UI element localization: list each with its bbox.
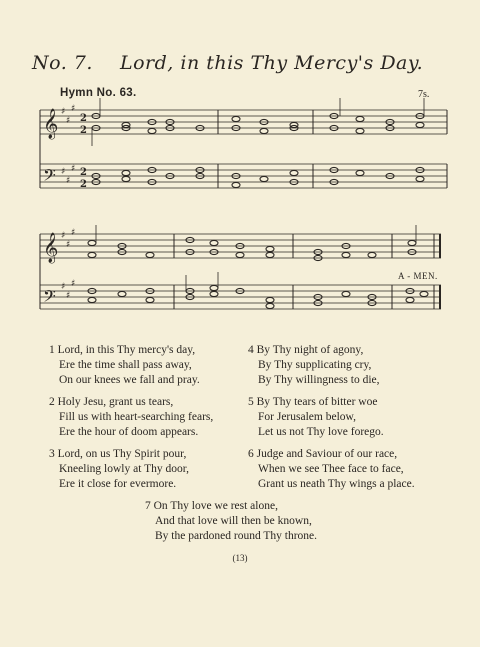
note-stems xyxy=(92,98,424,291)
hymn-title-text: Lord, in this Thy Mercy's Day. xyxy=(120,52,424,74)
verse-line: Ere the time shall pass away, xyxy=(59,359,192,372)
hymn-reference: Hymn No. 63. xyxy=(60,87,137,99)
verse-line: 6 Judge and Saviour of our race, xyxy=(248,448,398,460)
verse-line: 5 By Thy tears of bitter woe xyxy=(248,396,378,408)
svg-text:♯: ♯ xyxy=(61,107,66,117)
verse-line: When we see Thee face to face, xyxy=(258,463,404,476)
svg-text:2: 2 xyxy=(80,179,87,190)
staff-lines xyxy=(40,110,447,309)
verse-line: 7 On Thy love we rest alone, xyxy=(145,500,278,512)
verse-2 xyxy=(49,395,213,441)
verse-line: And that love will then be known, xyxy=(155,515,312,528)
verse-line: 3 Lord, on us Thy Spirit pour, xyxy=(49,448,187,460)
verse-7 xyxy=(145,499,317,545)
key-signature-sharps xyxy=(61,104,75,301)
page-number: (13) xyxy=(232,553,248,563)
treble-clef-icon: 𝄞 xyxy=(43,109,59,139)
system-1-treble-notes xyxy=(92,113,424,133)
amen-label: A - MEN. xyxy=(398,271,438,281)
verse-line: Grant us neath Thy wings a place. xyxy=(258,478,415,491)
clefs-and-signatures xyxy=(43,104,87,310)
verse-3 xyxy=(49,447,189,493)
svg-text:♯: ♯ xyxy=(71,104,76,114)
svg-text:♯: ♯ xyxy=(61,167,66,177)
verse-line: 1 Lord, in this Thy mercy's day, xyxy=(49,344,196,356)
verse-line: Let us not Thy love forego. xyxy=(258,426,384,439)
treble-clef-icon: 𝄞 xyxy=(43,233,59,263)
svg-text:♯: ♯ xyxy=(66,240,71,250)
svg-text:♯: ♯ xyxy=(66,176,71,186)
verse-line: By the pardoned round Thy throne. xyxy=(155,530,318,543)
verse-5 xyxy=(248,395,384,441)
svg-text:♯: ♯ xyxy=(61,282,66,292)
svg-text:♯: ♯ xyxy=(71,279,76,289)
verse-line: For Jerusalem below, xyxy=(258,411,356,424)
verse-1 xyxy=(49,343,200,389)
system-1-bass-notes xyxy=(92,167,424,187)
barlines xyxy=(40,110,447,309)
bass-clef-icon: 𝄢 xyxy=(43,286,56,310)
svg-text:♯: ♯ xyxy=(66,116,71,126)
verse-line: On our knees we fall and pray. xyxy=(59,374,200,387)
verse-line: 2 Holy Jesu, grant us tears, xyxy=(49,396,174,408)
verse-line: Ere it close for evermore. xyxy=(59,478,177,491)
bass-clef-icon: 𝄢 xyxy=(43,165,56,189)
verse-6 xyxy=(248,447,415,493)
svg-text:♯: ♯ xyxy=(66,291,71,301)
verse-line: Ere the hour of doom appears. xyxy=(59,426,199,439)
verse-line: By Thy willingness to die, xyxy=(258,374,380,387)
verse-line: Kneeling lowly at Thy door, xyxy=(59,463,189,476)
verse-line: Fill us with heart-searching fears, xyxy=(59,411,214,424)
system-2-treble-notes xyxy=(88,237,416,260)
verse-4 xyxy=(248,343,380,389)
svg-text:2: 2 xyxy=(80,125,87,136)
notes xyxy=(88,113,428,308)
verse-line: 4 By Thy night of agony, xyxy=(248,344,364,356)
svg-text:2: 2 xyxy=(80,113,87,124)
svg-text:♯: ♯ xyxy=(61,231,66,241)
svg-text:2: 2 xyxy=(80,167,87,178)
system-2-treble-staff xyxy=(40,234,441,258)
time-signature xyxy=(80,113,87,190)
verse-line: By Thy supplicating cry, xyxy=(258,359,372,372)
svg-text:♯: ♯ xyxy=(71,164,76,174)
meter-label: 7s. xyxy=(418,89,430,100)
svg-text:♯: ♯ xyxy=(71,228,76,238)
hymn-number: No. 7. xyxy=(32,52,93,74)
